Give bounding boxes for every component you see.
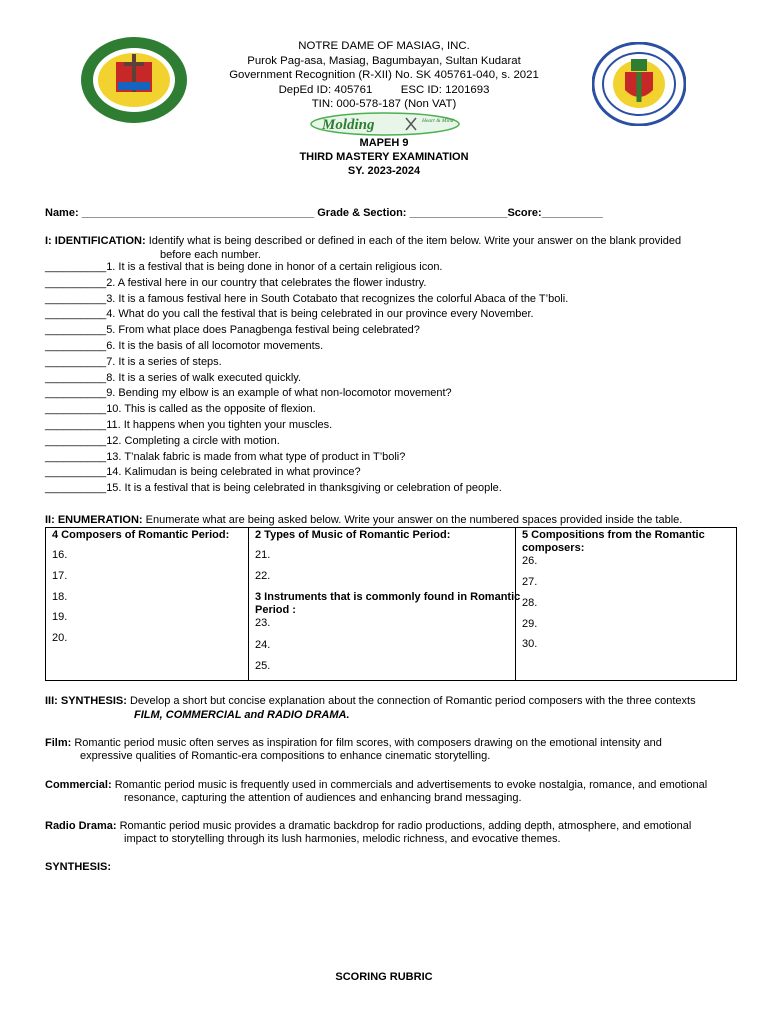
question-text: 7. It is a series of steps.: [106, 355, 222, 368]
enumeration-instruction: [45, 513, 725, 527]
name-label: Name:: [45, 207, 79, 219]
answer-blank[interactable]: __________: [45, 466, 107, 479]
answer-blank[interactable]: __________: [45, 292, 107, 305]
identification-item: [45, 465, 361, 481]
synthesis-instruction-text: Develop a short but concise explanation about the connection of Romantic period composers with the three contexts: [129, 695, 696, 707]
radio-drama-text-cont: impact to storytelling through its lush harmonies, melodic richness, and evocative themes.: [124, 833, 561, 845]
answer-blank[interactable]: __________: [45, 340, 107, 352]
enumeration-instruction-text: Enumerate what are being asked below. Write your answer on the numbered spaces provided inside the table.: [145, 514, 683, 526]
identification-item: [45, 323, 420, 339]
synthesis-part-label: III: SYNTHESIS:: [45, 695, 127, 707]
grade-section-label: Grade & Section:: [317, 207, 407, 219]
composers-heading: 4 Composers of Romantic Period:: [52, 529, 230, 541]
types-instruments-column: [249, 528, 521, 681]
instruments-heading: 3 Instruments that is commonly found in Romantic: [255, 591, 521, 603]
answer-blank[interactable]: __________: [45, 276, 107, 289]
question-text: 5. From what place does Panagbenga festival being celebrated?: [106, 324, 420, 337]
banner-text: Molding: [322, 117, 375, 133]
identification-item: [45, 307, 534, 323]
identification-item: [45, 386, 452, 402]
answer-16[interactable]: 16.: [52, 549, 68, 561]
film-text-cont: expressive qualities of Romantic-era compositions to enhance cinematic storytelling.: [80, 750, 491, 762]
banner-small-text: Heart & Mind: [422, 118, 454, 124]
commercial-text: Romantic period music is frequently used in commercials and advertisements to evoke nostalgia, romance, and emotional: [114, 779, 708, 791]
answer-27[interactable]: 27.: [522, 576, 538, 588]
question-text: 11. It happens when you tighten your muscles.: [106, 419, 333, 431]
identification-item: [45, 434, 280, 450]
identification-instruction-text: Identify what is being described or defined in each of the item below. Write your answer on the blank provided: [148, 235, 682, 247]
compositions-column: [516, 528, 737, 681]
answer-22[interactable]: 22.: [255, 570, 271, 582]
answer-26[interactable]: 26.: [522, 555, 538, 567]
archdiocese-seal-logo: [592, 42, 686, 126]
identification-item: [45, 418, 332, 434]
identification-item: [45, 260, 443, 276]
identification-label: I: IDENTIFICATION:: [45, 235, 146, 247]
answer-blank[interactable]: __________: [45, 261, 107, 273]
answer-blank[interactable]: __________: [45, 403, 107, 416]
answer-blank[interactable]: __________: [45, 419, 107, 431]
answer-21[interactable]: 21.: [255, 549, 271, 561]
answer-blank[interactable]: __________: [45, 387, 107, 400]
identification-item: [45, 450, 405, 466]
question-text: 2. A festival here in our country that celebrates the flower industry.: [106, 276, 427, 289]
exam-title: THIRD MASTERY EXAMINATION: [299, 151, 469, 163]
compositions-heading: 5 Compositions from the Romantic: [522, 529, 705, 541]
school-ids: [180, 83, 588, 98]
commercial-label: Commercial:: [45, 779, 112, 791]
compositions-heading-cont: composers:: [522, 542, 585, 554]
question-text: 8. It is a series of walk executed quickly.: [106, 371, 302, 384]
answer-blank[interactable]: __________: [45, 308, 107, 321]
score-label: Score:: [507, 207, 542, 219]
answer-18[interactable]: 18.: [52, 591, 68, 603]
government-recognition: Government Recognition (R-XII) No. SK 405761-040, s. 2021: [229, 69, 539, 82]
question-text: 3. It is a famous festival here in South Cotabato that recognizes the colorful Abaca of the T’boli.: [106, 292, 569, 305]
answer-blank[interactable]: __________: [45, 371, 107, 384]
radio-drama-text: Romantic period music provides a dramatic backdrop for radio productions, adding depth, atmosphere, and emotional: [119, 820, 692, 832]
question-text: 6. It is the basis of all locomotor movements.: [106, 340, 324, 352]
film-paragraph: [45, 736, 722, 750]
question-text: 14. Kalimudan is being celebrated in what province?: [106, 466, 361, 479]
deped-id: DepEd ID: 405761: [278, 83, 373, 96]
answer-30[interactable]: 30.: [522, 638, 538, 650]
synthesis-contexts: FILM, COMMERCIAL and RADIO DRAMA.: [134, 709, 350, 721]
question-text: 13. T’nalak fabric is made from what type of product in T’boli?: [106, 450, 406, 463]
student-info-line: [45, 206, 725, 220]
tin-number: TIN: 000-578-187 (Non VAT): [311, 98, 457, 111]
answer-17[interactable]: 17.: [52, 570, 68, 582]
answer-29[interactable]: 29.: [522, 618, 538, 630]
identification-instruction: [45, 234, 725, 248]
identification-item: [45, 339, 323, 355]
synthesis-answer-label: SYNTHESIS:: [45, 861, 112, 873]
answer-blank[interactable]: __________: [45, 450, 107, 463]
identification-item: [45, 402, 316, 418]
question-text: 12. Completing a circle with motion.: [106, 434, 280, 447]
identification-item: [45, 371, 301, 387]
question-text: 1. It is a festival that is being done in honor of a certain religious icon.: [106, 261, 443, 273]
school-address: Purok Pag-asa, Masiag, Bagumbayan, Sultan Kudarat: [247, 54, 521, 67]
school-name: NOTRE DAME OF MASIAG, INC.: [298, 40, 470, 52]
answer-20[interactable]: 20.: [52, 632, 68, 644]
composers-column: [46, 528, 249, 681]
answer-23[interactable]: 23.: [255, 617, 271, 629]
enumeration-label: II: ENUMERATION:: [45, 514, 143, 526]
identification-item: [45, 481, 502, 497]
grade-section-blank[interactable]: ________________: [409, 207, 508, 219]
subject-title: MAPEH 9: [359, 137, 409, 149]
question-text: 15. It is a festival that is being celebrated in thanksgiving or celebration of people.: [106, 482, 502, 495]
question-text: 9. Bending my elbow is an example of what non-locomotor movement?: [106, 387, 452, 400]
types-heading: 2 Types of Music of Romantic Period:: [255, 529, 451, 541]
question-text: 4. What do you call the festival that is being celebrated in our province every November.: [106, 308, 534, 321]
answer-blank[interactable]: __________: [45, 355, 107, 368]
school-seal-logo: [80, 36, 188, 124]
identification-item: [45, 355, 222, 371]
film-text: Romantic period music often serves as inspiration for film scores, with composers drawing on the emotional intensity and: [74, 737, 662, 749]
enumeration-table: [45, 527, 737, 681]
radio-drama-paragraph: [45, 819, 722, 833]
commercial-paragraph: [45, 778, 722, 792]
answer-28[interactable]: 28.: [522, 597, 538, 609]
answer-blank[interactable]: __________: [45, 434, 107, 447]
question-text: 10. This is called as the opposite of flexion.: [106, 403, 316, 416]
answer-25[interactable]: 25.: [255, 660, 271, 672]
school-year: SY. 2023-2024: [347, 165, 421, 177]
score-blank[interactable]: __________: [541, 207, 603, 219]
instruments-heading-cont: Period :: [255, 604, 296, 616]
scoring-rubric-title: SCORING RUBRIC: [335, 971, 433, 983]
identification-item: [45, 292, 568, 308]
radio-drama-label: Radio Drama:: [45, 820, 117, 832]
identification-instruction-cont: before each number.: [160, 249, 261, 261]
identification-item: [45, 276, 426, 292]
synthesis-instruction: [45, 694, 722, 708]
name-blank[interactable]: ______________________________________: [81, 207, 315, 219]
molding-banner-logo: [310, 112, 460, 136]
answer-blank[interactable]: __________: [45, 482, 107, 495]
esc-id: ESC ID: 1201693: [400, 83, 490, 96]
commercial-text-cont: resonance, capturing the attention of audiences and enhancing brand messaging.: [124, 792, 522, 804]
film-label: Film:: [45, 737, 72, 749]
answer-19[interactable]: 19.: [52, 611, 68, 623]
answer-blank[interactable]: __________: [45, 324, 107, 337]
answer-24[interactable]: 24.: [255, 639, 271, 651]
